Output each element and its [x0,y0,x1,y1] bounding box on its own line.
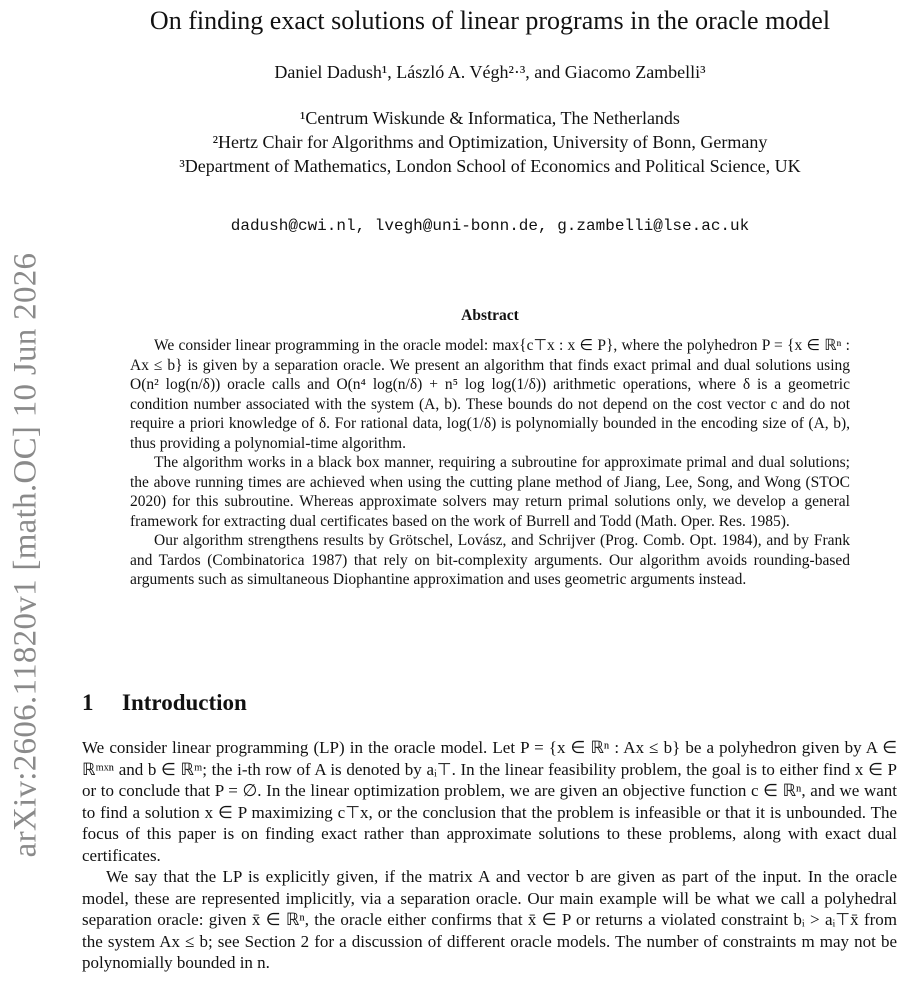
author-emails: dadush@cwi.nl, lvegh@uni-bonn.de, g.zambelli@lse.ac.uk [230,217,750,235]
body-paragraph: We consider linear programming (LP) in the oracle model. Let P = {x ∈ ℝⁿ : Ax ≤ b} be a polyhedron given by A ∈ ℝᵐˣⁿ and b ∈ ℝᵐ; the i-th row of A is denoted by aᵢ⊤. In the linear feasibility problem, the goal is to either find x ∈ P or to conclude that P = ∅. In the linear optimization problem, we are given an objective function c ∈ ℝⁿ, and we want to find a solution x ∈ P maximizing c⊤x, or the conclusion that the problem is infeasible or that it is unbounded. The focus of this paper is on finding exact rather than approximate solutions to these problems, along with exact dual certificates. [82,738,897,865]
section-number: 1 [82,690,94,715]
affiliation: ¹Centrum Wiskunde & Informatica, The Netherlands [300,108,680,128]
abstract-body [130,336,850,590]
paper-title: On finding exact solutions of linear programs in the oracle model [149,6,831,35]
affiliation: ³Department of Mathematics, London School of Economics and Political Science, UK [179,156,801,176]
affiliation: ²Hertz Chair for Algorithms and Optimization, University of Bonn, Germany [212,132,768,152]
abstract-paragraph: We consider linear programming in the oracle model: max{c⊤x : x ∈ P}, where the polyhedron P = {x ∈ ℝⁿ : Ax ≤ b} is given by a separation oracle. We present an algorithm that finds exact primal and dual solutions using O(n² log(n/δ)) oracle calls and O(n⁴ log(n/δ) + n⁵ log log(1/δ)) arithmetic operations, where δ is a geometric condition number associated with the system (A, b). These bounds do not depend on the cost vector c and do not require a priori knowledge of δ. For rational data, log(1/δ) is polynomially bounded in the encoding size of (A, b), thus providing a polynomial-time algorithm. [130,337,850,452]
body-paragraph: We say that the LP is explicitly given, if the matrix A and vector b are given as part of the input. In the oracle model, these are represented implicitly, via a separation oracle. Our main example will be what we call a polyhedral separation oracle: given x̄ ∈ ℝⁿ, the oracle either confirms that x̄ ∈ P or returns a violated constraint bᵢ > aᵢ⊤x̄ from the system Ax ≤ b; see Section 2 for a discussion of different oracle models. The number of constraints m may not be polynomially bounded in n. [82,867,897,972]
arxiv-identifier: arXiv:2606.11820v1 [math.OC] 10 Jun 2026 [7,252,44,858]
section-heading [82,690,247,716]
body-text [82,737,897,974]
section-title: Introduction [122,690,247,715]
affiliations [60,106,905,178]
abstract-paragraph: The algorithm works in a black box manner, requiring a subroutine for approximate primal and dual solutions; the above running times are achieved when using the cutting plane method of Jiang, Lee, Song, and Wong (STOC 2020) for this subroutine. Whereas approximate solvers may return primal solutions only, we develop a general framework for extracting dual certificates based on the work of Burrell and Todd (Math. Oper. Res. 1985). [130,454,850,530]
abstract-paragraph: Our algorithm strengthens results by Grötschel, Lovász, and Schrijver (Prog. Comb. Opt. 1984), and by Frank and Tardos (Combinatorica 1987) that rely on bit-complexity arguments. Our algorithm avoids rounding-based arguments such as simultaneous Diophantine approximation and uses geometric arguments instead. [130,532,850,588]
arxiv-sidebar [2,240,50,870]
abstract-heading: Abstract [461,307,519,324]
author-list: Daniel Dadush¹, László A. Végh²·³, and Giacomo Zambelli³ [274,62,706,82]
